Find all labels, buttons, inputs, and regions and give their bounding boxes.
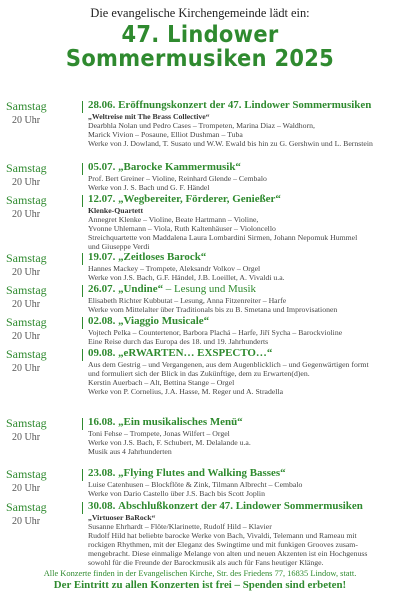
- divider-line: [82, 418, 83, 430]
- divider-line: [82, 285, 83, 297]
- event-detail-line: Susanne Ehrhardt – Flöte/Klarinette, Rudolf Hild – Klavier: [88, 522, 272, 531]
- event-when: [6, 193, 86, 220]
- event-heading: [88, 161, 394, 174]
- event-detail-line: Eine Reise durch das Europa des 18. und 19. Jahrhunderts: [88, 337, 269, 346]
- event-when: [6, 500, 86, 527]
- event-detail-line: Yvonne Uhlemann – Viola, Ruth Kaltenhäuser – Violoncello: [88, 224, 276, 233]
- event-time: 20 Uhr: [12, 516, 41, 527]
- event-details: [88, 467, 396, 498]
- event-program-title: „Weltreise mit The Brass Collective“: [88, 112, 210, 121]
- event-detail-line: Marick Vivion – Posaune, Elliot Dushman – Tuba: [88, 130, 243, 139]
- event-date: 09.08.: [88, 347, 116, 359]
- event-title: „Ein musikalisches Menü“: [118, 416, 243, 428]
- divider-line: [82, 502, 83, 514]
- event-detail-line: und formuliert sich der Blick in das Zukünftige, dem zu Erwarten(d)en.: [88, 369, 310, 378]
- event-when: [6, 315, 86, 342]
- event-details: [88, 193, 396, 251]
- intro-text: Die evangelische Kirchengemeinde lädt ein:: [90, 6, 310, 20]
- event-details: [88, 283, 396, 314]
- event-time: 20 Uhr: [12, 115, 41, 126]
- event-day: Samstag: [6, 251, 47, 265]
- event-time: 20 Uhr: [12, 267, 41, 278]
- event-day: Samstag: [6, 467, 47, 481]
- event-detail-line: Elisabeth Richter Kubbutat – Lesung, Anna Fitzenreiter – Harfe: [88, 296, 287, 305]
- event-detail-line: Werke von Dario Castello über J.S. Bach bis Scott Joplin: [88, 489, 265, 498]
- event-date: 02.08.: [88, 315, 116, 327]
- event-title: „Viaggio Musicale“: [118, 315, 210, 327]
- event-detail-line: Dearbhla Nolan und Pedro Cases – Trompeten, Marina Diaz – Waldhorn,: [88, 121, 315, 130]
- event-subtitle: – Lesung und Musik: [163, 283, 256, 295]
- event-day: Samstag: [6, 416, 47, 430]
- event-detail-line: und Giuseppe Verdi: [88, 242, 150, 251]
- title-line-1: 47. Lindower: [121, 20, 279, 48]
- divider-line: [82, 469, 83, 481]
- event-title: „Zeitloses Barock“: [118, 251, 207, 263]
- event-day: Samstag: [6, 315, 47, 329]
- event-title: „Barocke Kammermusik“: [118, 161, 241, 173]
- event-detail-line: sowohl für die Freunde der Barockmusik als auch für Fans heutiger Klänge.: [88, 558, 324, 567]
- event-time: 20 Uhr: [12, 432, 41, 443]
- event-day: Samstag: [6, 500, 47, 514]
- free-entry-note: Der Eintritt zu allen Konzerten ist frei – Spenden sind erbeten!: [53, 579, 347, 591]
- event-title: Abschlußkonzert der 47. Lindower Sommermusiken: [118, 500, 363, 512]
- event-when: [6, 161, 86, 188]
- event-heading: [88, 283, 394, 296]
- event-date: 23.08.: [88, 467, 116, 479]
- event-when: [6, 416, 86, 443]
- event-time: 20 Uhr: [12, 483, 41, 494]
- event-details: [88, 315, 396, 346]
- event-detail-line: Werke von J. Dowland, T. Susato und W.W. Ewald bis hin zu G. Gershwin und L. Bernstein: [88, 139, 373, 148]
- event-heading: [88, 416, 394, 429]
- event-date: 12.07.: [88, 193, 116, 205]
- event-detail-line: Werke von J.S. Bach, G.F. Händel, J.B. Loeillet, A. Vivaldi u.a.: [88, 273, 285, 282]
- event-details: [88, 500, 396, 567]
- event-time: 20 Uhr: [12, 331, 41, 342]
- event-date: 05.07.: [88, 161, 116, 173]
- event-when: [6, 347, 86, 374]
- event-details: [88, 347, 396, 396]
- event-time: 20 Uhr: [12, 363, 41, 374]
- divider-line: [82, 101, 83, 113]
- event-title: Eröffnungskonzert der 47. Lindower Sommermusiken: [118, 99, 372, 111]
- event-detail-line: Prof. Bert Greiner – Violine, Reinhard Glende – Cembalo: [88, 174, 267, 183]
- event-details: [88, 161, 396, 192]
- event-heading: [88, 193, 394, 206]
- event-detail-line: rockigen Rhythmen, mit der Eleganz des Swingtime und mit funkigen Grooves zusam-: [88, 540, 358, 549]
- event-date: 16.08.: [88, 416, 116, 428]
- divider-line: [82, 317, 83, 329]
- event-title: „eRWARTEN… EXSPECTO…“: [118, 347, 273, 359]
- event-detail-line: Streichquartette von Maddalena Laura Lombardini Sirmen, Johann Nepomuk Hummel: [88, 233, 358, 242]
- event-detail-line: mengebracht. Diese einmalige Melange von alten und neuen Akzenten ist ein Hochgenuss: [88, 549, 368, 558]
- event-heading: [88, 99, 394, 112]
- event-day: Samstag: [6, 99, 47, 113]
- event-heading: [88, 467, 394, 480]
- event-detail-line: Kerstin Auerbach – Alt, Bettina Stange – Orgel: [88, 378, 235, 387]
- event-date: 26.07.: [88, 283, 116, 295]
- event-detail-line: Toni Fehse – Trompete, Jonas Wilfert – Orgel: [88, 429, 230, 438]
- divider-line: [82, 163, 83, 175]
- event-date: 30.08.: [88, 500, 116, 512]
- event-detail-line: Rudolf Hild hat beliebte barocke Werke von Bach, Vivaldi, Telemann und Rameau mit: [88, 531, 357, 540]
- event-details: [88, 251, 396, 282]
- event-time: 20 Uhr: [12, 177, 41, 188]
- location-note: Alle Konzerte finden in der Evangelischen Kirche, Str. des Friedens 77, 16835 Lindow, statt.: [43, 568, 357, 578]
- divider-line: [82, 253, 83, 265]
- title-line-2: Sommermusiken 2025: [65, 44, 335, 72]
- divider-line: [82, 195, 83, 207]
- event-detail-line: Annegret Klenke – Violine, Beate Hartmann – Violine,: [88, 215, 259, 224]
- event-heading: [88, 315, 394, 328]
- event-day: Samstag: [6, 193, 47, 207]
- event-program-title: „Virtuoser BaRock“: [88, 513, 156, 522]
- event-detail-line: Werke von J.S. Bach, F. Schubert, M. Delalande u.a.: [88, 438, 251, 447]
- event-details: [88, 99, 396, 148]
- event-date: 19.07.: [88, 251, 116, 263]
- event-detail-line: Werke von J. S. Bach und G. F. Händel: [88, 183, 210, 192]
- event-date: 28.06.: [88, 99, 116, 111]
- event-time: 20 Uhr: [12, 299, 41, 310]
- event-day: Samstag: [6, 161, 47, 175]
- event-heading: [88, 251, 394, 264]
- event-when: [6, 99, 86, 126]
- event-when: [6, 251, 86, 278]
- event-detail-line: Hannes Mackey – Trompete, Aleksandr Volkov – Orgel: [88, 264, 261, 273]
- event-title: „Wegbereiter, Förderer, Genießer“: [118, 193, 281, 205]
- event-title: „Undine“: [118, 283, 164, 295]
- event-heading: [88, 500, 394, 513]
- event-detail-line: Luise Catenhusen – Blockflöte & Zink, Tilmann Albrecht – Cembalo: [88, 480, 303, 489]
- event-detail-line: Werke vom Mittelalter über Traditionals bis zu B. Smetana und Improvisationen: [88, 305, 338, 314]
- event-title: „Flying Flutes and Walking Basses“: [118, 467, 286, 479]
- event-detail-line: Aus dem Gestrig – und Vergangenen, aus dem Augenblicklich – und Gegenwärtigen formt: [88, 360, 369, 369]
- event-program-title: Klenke-Quartett: [88, 206, 144, 215]
- event-detail-line: Werke von P. Cornelius, J.A. Hasse, M. Reger und A. Stradella: [88, 387, 284, 396]
- divider-line: [82, 349, 83, 361]
- event-when: [6, 467, 86, 494]
- event-day: Samstag: [6, 347, 47, 361]
- event-time: 20 Uhr: [12, 209, 41, 220]
- event-heading: [88, 347, 394, 360]
- event-detail-line: Vojtech Pelka – Countertenor, Barbora Plachá – Harfe, Jiří Sycha – Barockvioline: [88, 328, 343, 337]
- event-when: [6, 283, 86, 310]
- event-details: [88, 416, 396, 456]
- event-detail-line: Musik aus 4 Jahrhunderten: [88, 447, 172, 456]
- event-day: Samstag: [6, 283, 47, 297]
